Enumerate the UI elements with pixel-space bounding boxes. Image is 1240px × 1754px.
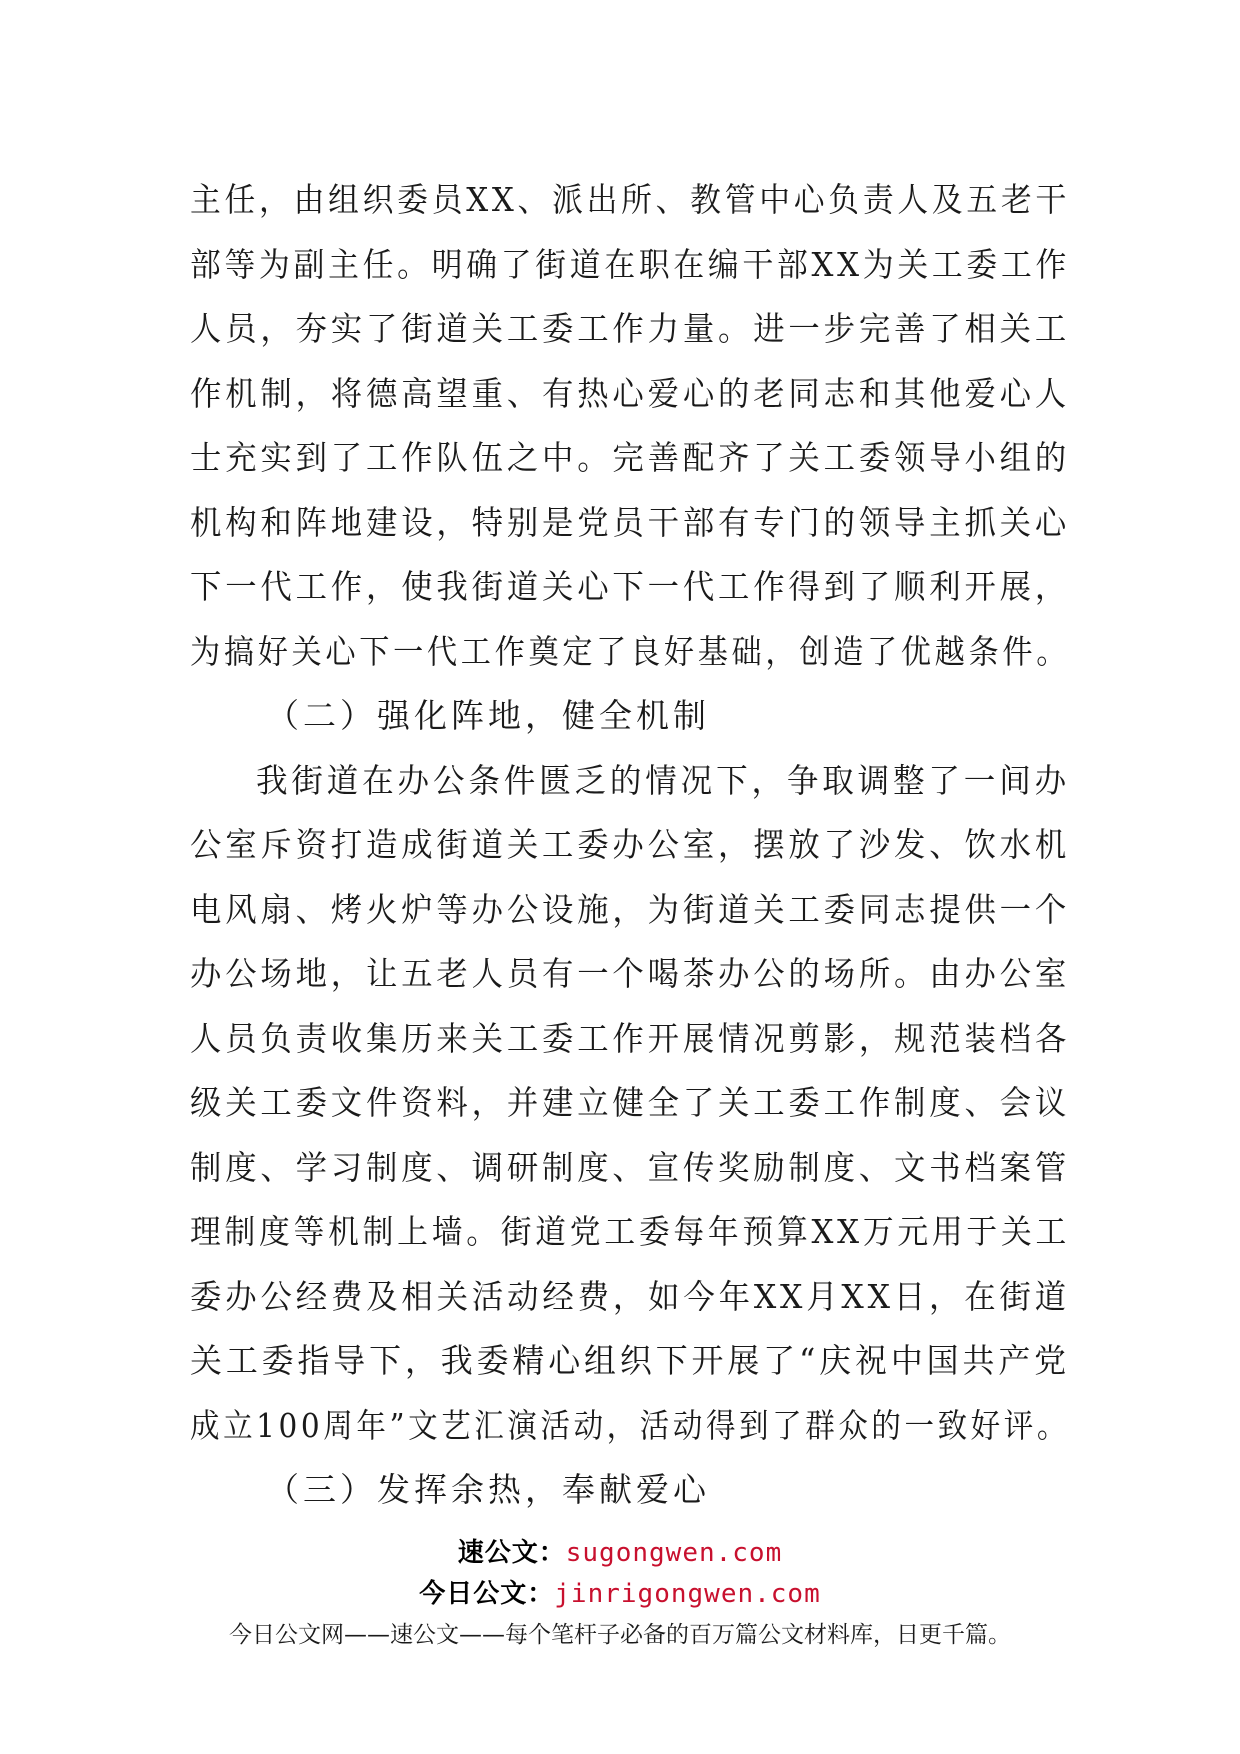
footer-sugongwen-link[interactable]: sugongwen.com [565,1538,783,1568]
section-heading: （三）发挥余热，奉献爱心 [266,1470,710,1509]
text-line: 机构和阵地建设，特别是党员干部有专门的领导主抓关心 [190,502,1071,542]
text-line: 关工委指导下，我委精心组织下开展了“庆祝中国共产党 [190,1341,1070,1380]
text-line: 成立100周年”文艺汇演活动，活动得到了群众的一致好评。 [190,1405,1070,1445]
footer-sugongwen-label: 速公文： [457,1538,566,1568]
text-line: 部等为副主任。明确了街道在职在编干部XX为关工委工作 [190,244,1071,284]
footer-jinrigongwen-label: 今日公文： [419,1579,555,1609]
text-line: 级关工委文件资料，并建立健全了关工委工作制度、会议 [190,1083,1071,1122]
text-line: 理制度等机制上墙。街道党工委每年预算XX万元用于关工 [190,1212,1071,1251]
footer-jinrigongwen [0,1573,1240,1610]
text-line: 人员，夯实了街道关工委工作力量。进一步完善了相关工 [190,309,1071,348]
text-line: 公室斥资打造成街道关工委办公室，摆放了沙发、饮水机 [190,825,1071,864]
text-line: 制度、学习制度、调研制度、宣传奖励制度、文书档案管 [190,1147,1071,1187]
footer-sugongwen [0,1532,1240,1569]
text-line: 人员负责收集历来关工委工作开展情况剪影，规范装档各 [190,1018,1071,1058]
text-line: 办公场地，让五老人员有一个喝茶办公的场所。由办公室 [190,954,1071,993]
footer-slogan: 今日公文网——速公文——每个笔杆子必备的百万篇公文材料库，日更千篇。 [229,1622,1011,1648]
text-line: 委办公经费及相关活动经费，如今年XX月XX日，在街道 [190,1276,1071,1316]
text-line: 作机制，将德高望重、有热心爱心的老同志和其他爱心人 [190,373,1071,413]
text-line: 电风扇、烤火炉等办公设施，为街道关工委同志提供一个 [190,889,1071,929]
text-line: 为搞好关心下一代工作奠定了良好基础，创造了优越条件。 [190,631,1071,671]
footer-jinrigongwen-link[interactable]: jinrigongwen.com [554,1579,821,1609]
text-line: 我街道在办公条件匮乏的情况下，争取调整了一间办 [256,760,1070,800]
document-body [190,168,1070,1523]
section-heading: （二）强化阵地，健全机制 [266,696,710,735]
text-line: 下一代工作，使我街道关心下一代工作得到了顺利开展， [190,567,1071,606]
text-line: 主任，由组织委员XX、派出所、教管中心负责人及五老干 [190,180,1071,219]
text-line: 士充实到了工作队伍之中。完善配齐了关工委领导小组的 [190,438,1071,477]
